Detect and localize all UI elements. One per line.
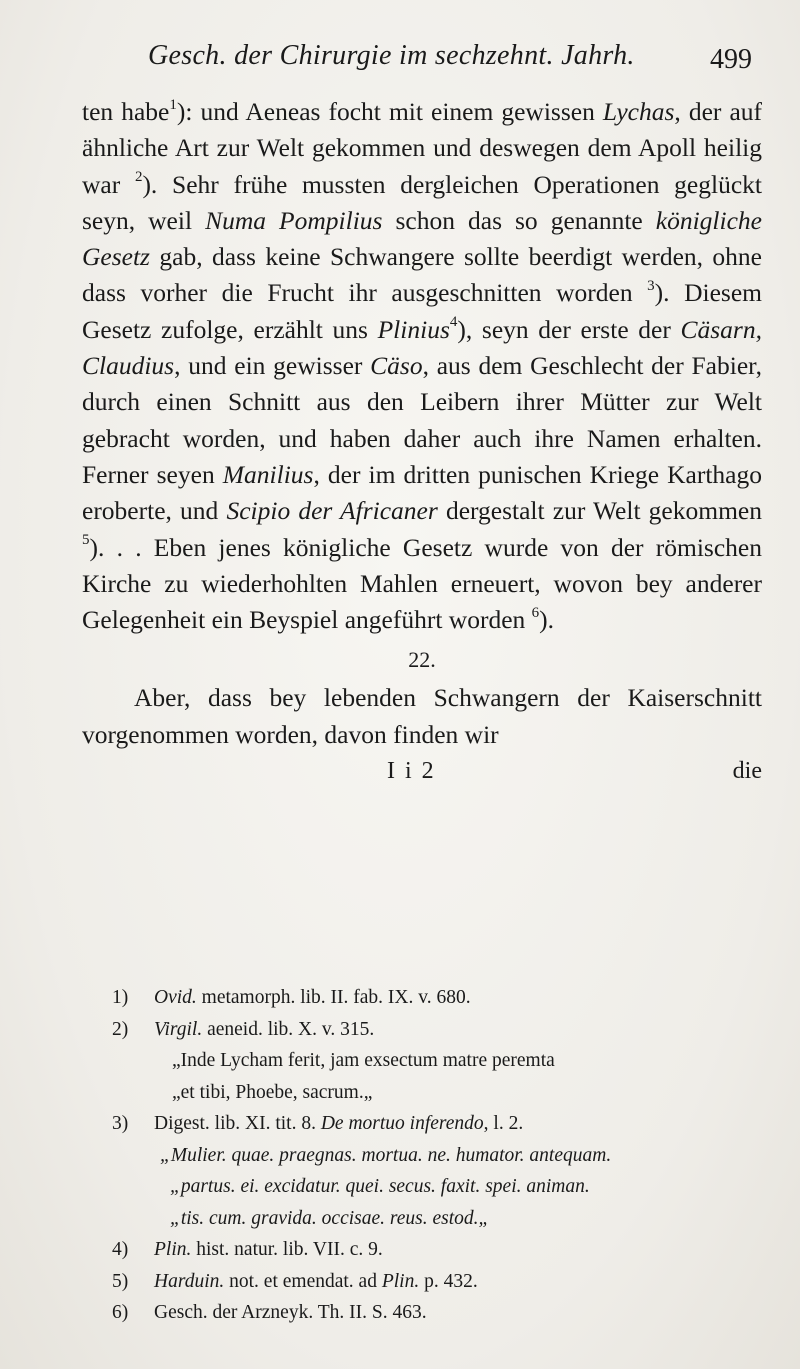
footnote-ref: 5 (82, 532, 90, 549)
section-number: 22. (408, 647, 436, 673)
name-caeso: Cäso (370, 351, 423, 381)
footnote-number: 4) (112, 1239, 129, 1260)
footnote-ref: 4 (449, 314, 458, 331)
footnote-text: hist. natur. lib. VII. c. 9. (191, 1239, 383, 1260)
catchword: die (732, 758, 762, 785)
text-run: ). Diesem Gesetz zufolge, erzählt uns (82, 278, 762, 344)
footnote-3-quote-line: „partus. ei. excidatur. quei. secus. faxit. spei. animan. (170, 1176, 590, 1197)
footnote-author: Plin. (154, 1239, 192, 1260)
footnote-4 (112, 1234, 772, 1266)
footnote-text: Digest. lib. XI. tit. 8. (154, 1113, 321, 1134)
name-plinius: Plinius (377, 314, 450, 344)
footnote-author: Plin. (381, 1270, 420, 1292)
footnote-ref: 1 (169, 96, 177, 113)
text-run: , der auf ähnliche Art zur Welt gekommen und deswegen dem Apoll heilig war (82, 97, 762, 199)
footnote-6 (112, 1297, 772, 1329)
footnote-number: 6) (112, 1302, 129, 1323)
footnote-2 (112, 1014, 772, 1046)
footnote-text: Gesch. der Arzneyk. Th. II. S. 463. (154, 1302, 427, 1323)
name-manilius: Manilius (222, 459, 314, 489)
page-number: 499 (710, 44, 752, 75)
footnote-author: Virgil. (154, 1018, 203, 1040)
running-header (140, 40, 770, 80)
name-caesarn: Cäsarn, Claudius (82, 314, 762, 381)
footnote-2-quote-line: „Inde Lycham ferit, jam exsectum matre peremta (172, 1050, 555, 1071)
paragraph-2: Aber, dass bey lebenden Schwangern der Kaiserschnitt vorgenommen worden, davon finden wir (82, 683, 762, 749)
footnote-ref: 2 (134, 169, 143, 186)
footnote-3-quote-line: „Mulier. quae. praegnas. mortua. ne. humator. antequam. (160, 1144, 612, 1166)
term-koenigliche-gesetz: königliche Gesetz (82, 205, 762, 272)
footnote-3-quote-line: „tis. cum. gravida. occisae. reus. estod.„ (170, 1207, 490, 1229)
text-run: , aus dem Geschlecht der Fabier, durch einen Schnitt aus den Leibern ihrer Mütter zur Welt gebracht worden, und haben daher auch ihre Namen erhalten. Ferner seyen (82, 351, 762, 489)
footnote-number: 5) (112, 1270, 129, 1292)
text-run: schon das so genannte (382, 205, 656, 235)
footnote-number: 1) (112, 987, 129, 1008)
footnote-number: 3) (112, 1113, 129, 1134)
main-text (82, 94, 762, 789)
paragraph-1 (82, 94, 762, 638)
text-run: gab, dass keine Schwangere sollte beerdigt werden, ohne dass vorher die Frucht ihr ausgeschnitten worden (82, 242, 762, 308)
footnote-text: not. et emendat. ad (224, 1270, 382, 1292)
footnote-author: Harduin. (154, 1270, 225, 1292)
text-run: ). Sehr frühe mussten dergleichen Operationen geglückt seyn, weil (82, 169, 762, 235)
name-lychas: Lychas (602, 97, 675, 126)
footnote-title: De mortuo inferendo (320, 1113, 484, 1134)
text-run: , der im dritten punischen Kriege Karthago eroberte, und (82, 459, 762, 526)
text-run: dergestalt zur Welt gekommen (437, 496, 762, 526)
text-run: ). . . Eben jenes königliche Gesetz wurde von der römischen Kirche zu wiederhohlten Mahlen erneuert, wovon bey anderer Gelegenheit ein Beyspiel angeführt worden (82, 532, 762, 635)
text-run: ten habe (82, 97, 170, 126)
text-run: ). (539, 605, 555, 635)
signature-line (82, 753, 762, 789)
text-run: , und ein gewisser (174, 351, 371, 381)
running-title: Gesch. der Chirurgie im sechzehnt. Jahrh. (148, 40, 635, 71)
footnotes (112, 982, 772, 1329)
signature-mark: I i 2 (387, 758, 436, 785)
footnote-text: metamorph. lib. II. fab. IX. v. 680. (196, 987, 471, 1008)
footnote-ref: 6 (531, 604, 540, 621)
footnote-number: 2) (112, 1018, 129, 1040)
footnote-3 (112, 1108, 772, 1140)
footnote-1 (112, 982, 772, 1014)
footnote-text: p. 432. (419, 1270, 478, 1292)
footnote-text: aeneid. lib. X. v. 315. (202, 1018, 375, 1040)
footnote-author: Ovid. (154, 987, 197, 1008)
footnote-5 (112, 1266, 772, 1298)
name-numa: Numa Pompilius (205, 205, 383, 235)
footnote-text: , l. 2. (483, 1113, 524, 1134)
footnote-ref: 3 (647, 277, 655, 294)
name-scipio: Scipio der Africaner (226, 496, 438, 526)
footnote-2-quote-line: „et tibi, Phoebe, sacrum.„ (172, 1081, 373, 1103)
text-run: ): und Aeneas focht mit einem gewissen (176, 97, 603, 126)
text-run: ), seyn der erste der (457, 314, 681, 344)
